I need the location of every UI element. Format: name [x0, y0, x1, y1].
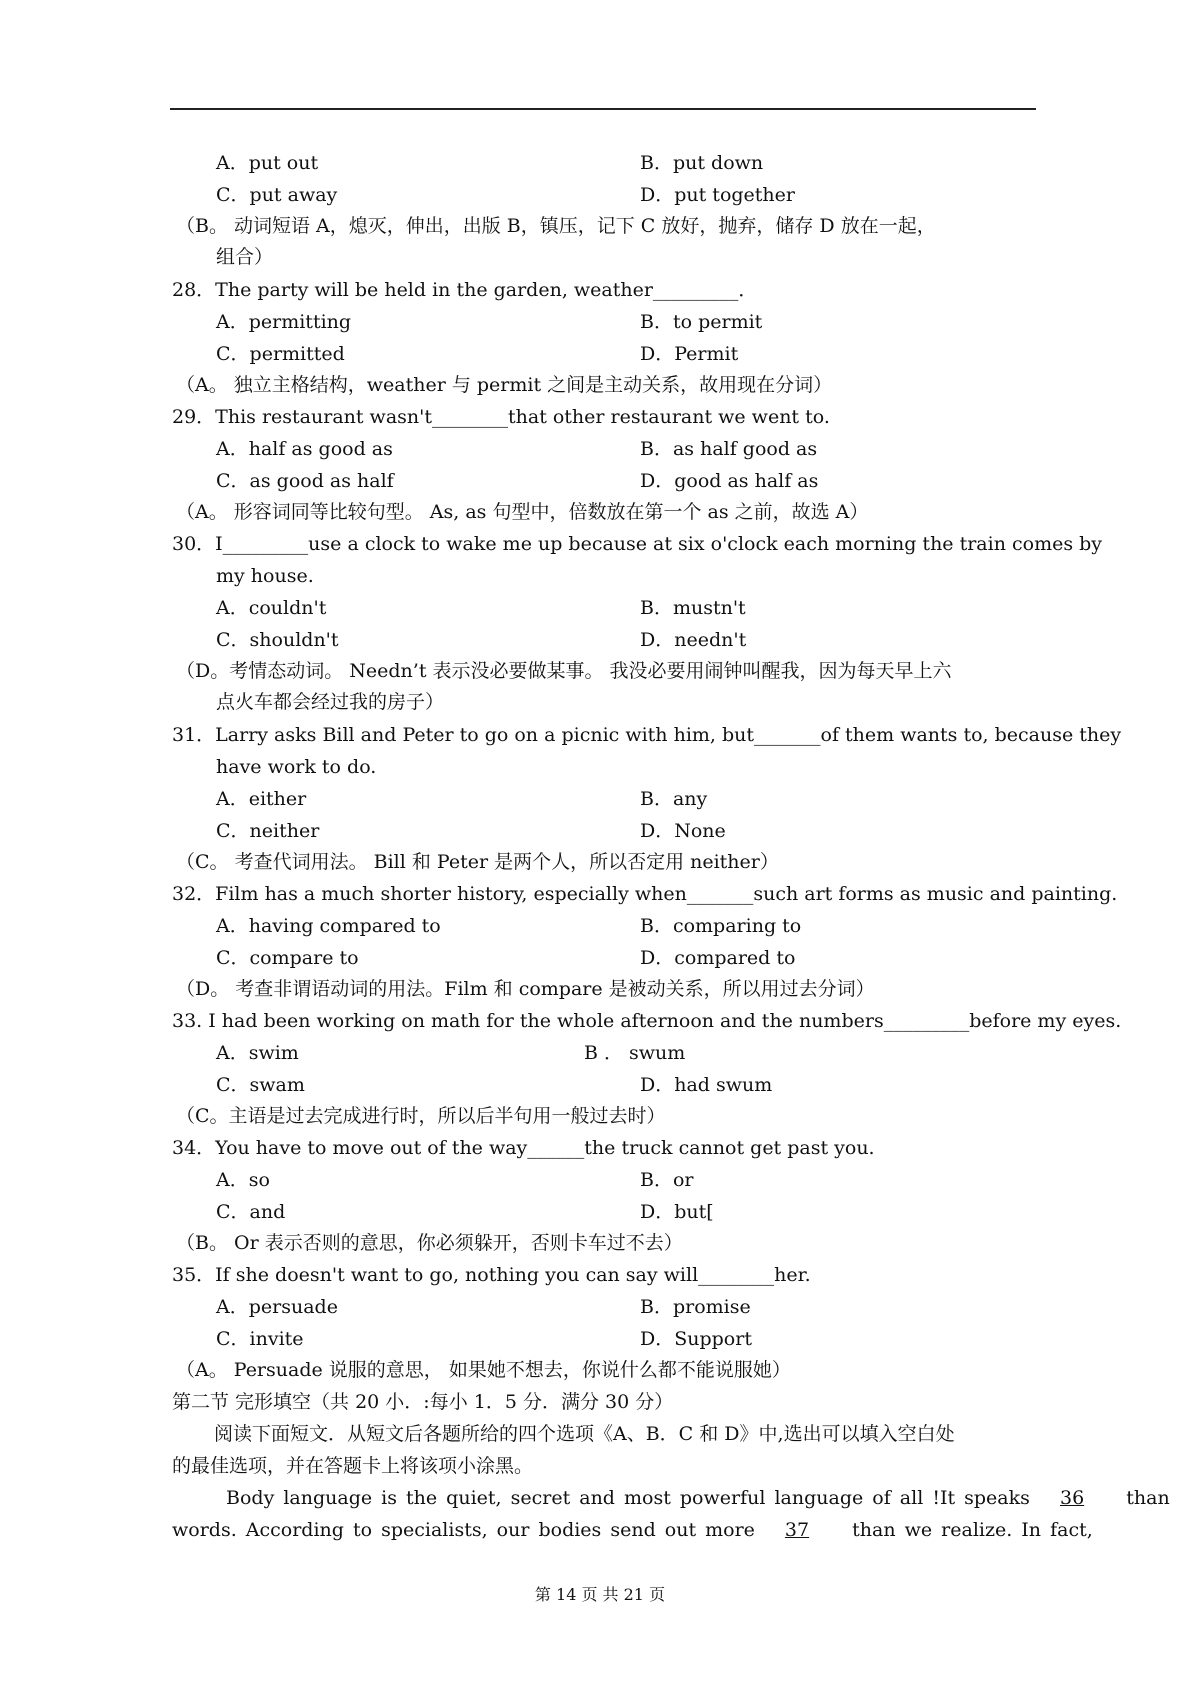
q28-option-c: C．permitted [216, 343, 345, 365]
q30-option-c: C．shouldn't [216, 629, 339, 651]
q28-answer-note: （A。 独立主格结构，weather 与 permit 之间是主动关系，故用现在分词） [176, 374, 833, 396]
q34-option-c: C．and [216, 1201, 286, 1223]
q30-option-a: A．couldn't [216, 597, 327, 619]
q31-stem: 31．Larry asks Bill and Peter to go on a picnic with him, but_______of them wants to, because they [172, 724, 1122, 746]
passage-text: words. According to specialists, our bodies send out more [172, 1519, 755, 1541]
q27-answer-note-cont: 组合） [216, 246, 274, 268]
q28-stem: 28．The party will be held in the garden, weather_________． [172, 279, 758, 301]
blank-37: 37 [784, 1519, 810, 1541]
q34-answer-note: （B。 Or 表示否则的意思，你必须躲开，否则卡车过不去） [176, 1232, 683, 1254]
section-instructions: 阅读下面短文．从短文后各题所给的四个选项《A、B．C 和 D》中,选出可以填入空白处 [214, 1423, 955, 1445]
q32-option-c: C．compare to [216, 947, 359, 969]
q33-option-d: D．had swum [640, 1074, 773, 1096]
blank-36: 36 [1059, 1487, 1085, 1509]
header-rule [170, 108, 1036, 110]
q35-stem: 35．If she doesn't want to go, nothing you can say will________her. [172, 1264, 811, 1286]
q32-option-d: D．compared to [640, 947, 796, 969]
q29-answer-note: （A。 形容词同等比较句型。 As, as 句型中，倍数放在第一个 as 之前，故选 A） [176, 501, 869, 523]
passage-line-2 [172, 1518, 1093, 1542]
q32-stem: 32．Film has a much shorter history, especially when_______such art forms as music and painting. [172, 883, 1118, 905]
q31-option-d: D．None [640, 820, 726, 842]
q31-option-a: A．either [216, 788, 307, 810]
q31-option-b: B．any [640, 788, 708, 810]
q30-answer-note-cont: 点火车都会经过我的房子） [216, 691, 445, 713]
q33-option-c: C．swam [216, 1074, 305, 1096]
section-instructions-cont: 的最佳选项，并在答题卡上将该项小涂黑。 [172, 1455, 534, 1477]
q27-answer-note: （B。 动词短语 A，熄灭，伸出，出版 B，镇压，记下 C 放好，抛弃，储存 D 放在一起， [176, 215, 936, 237]
passage-text: Body language is the quiet, secret and most powerful language of all !It speaks [226, 1487, 1030, 1509]
q34-option-d: D．but[ [640, 1201, 714, 1223]
passage-text: than we realize. In fact, [852, 1519, 1093, 1541]
passage-text: than [1126, 1487, 1170, 1509]
q33-option-a: A．swim [216, 1042, 299, 1064]
q29-stem: 29．This restaurant wasn't________that other restaurant we went to. [172, 406, 830, 428]
q35-answer-note: （A。 Persuade 说服的意思， 如果她不想去，你说什么都不能说服她） [176, 1359, 791, 1381]
q32-answer-note: （D。 考查非谓语动词的用法。Film 和 compare 是被动关系，所以用过去分词） [176, 978, 875, 1000]
q35-option-c: C．invite [216, 1328, 304, 1350]
q31-answer-note: （C。 考查代词用法。 Bill 和 Peter 是两个人，所以否定用 neither） [176, 851, 779, 873]
q27-option-b: B．put down [640, 152, 764, 174]
q28-option-b: B．to permit [640, 311, 763, 333]
q34-option-b: B．or [640, 1169, 694, 1191]
page-footer: 第 14 页 共 21 页 [534, 1585, 666, 1604]
q31-option-c: C．neither [216, 820, 320, 842]
q33-option-b: B ． swum [584, 1042, 686, 1064]
q35-option-b: B．promise [640, 1296, 751, 1318]
q30-stem: 30．I_________use a clock to wake me up because at six o'clock each morning the train comes by [172, 533, 1103, 555]
q30-stem-cont: my house. [216, 565, 314, 587]
q30-option-b: B．mustn't [640, 597, 746, 619]
q30-option-d: D．needn't [640, 629, 747, 651]
q29-option-a: A．half as good as [216, 438, 393, 460]
section-title: 第二节 完形填空（共 20 小．:每小 1．5 分．满分 30 分） [172, 1391, 674, 1413]
q35-option-d: D．Support [640, 1328, 752, 1350]
q28-option-a: A．permitting [216, 311, 352, 333]
q27-option-a: A．put out [216, 152, 319, 174]
passage-line-1 [226, 1486, 1170, 1510]
q29-option-b: B．as half good as [640, 438, 818, 460]
q28-option-d: D．Permit [640, 343, 739, 365]
q30-answer-note: （D。考情态动词。 Needn’t 表示没必要做某事。 我没必要用闹钟叫醒我，因为每天早上六 [176, 660, 952, 682]
q33-stem: 33. I had been working on math for the whole afternoon and the numbers_________before my eyes. [172, 1010, 1122, 1032]
q29-option-d: D．good as half as [640, 470, 819, 492]
q34-stem: 34．You have to move out of the way______the truck cannot get past you. [172, 1137, 875, 1159]
q35-option-a: A．persuade [216, 1296, 338, 1318]
q34-option-a: A．so [216, 1169, 270, 1191]
q29-option-c: C．as good as half [216, 470, 394, 492]
q27-option-c: C．put away [216, 184, 338, 206]
q27-option-d: D．put together [640, 184, 795, 206]
q32-option-b: B．comparing to [640, 915, 802, 937]
q33-answer-note: （C。主语是过去完成进行时，所以后半句用一般过去时） [176, 1105, 666, 1127]
q31-stem-cont: have work to do. [216, 756, 377, 778]
q32-option-a: A．having compared to [216, 915, 441, 937]
